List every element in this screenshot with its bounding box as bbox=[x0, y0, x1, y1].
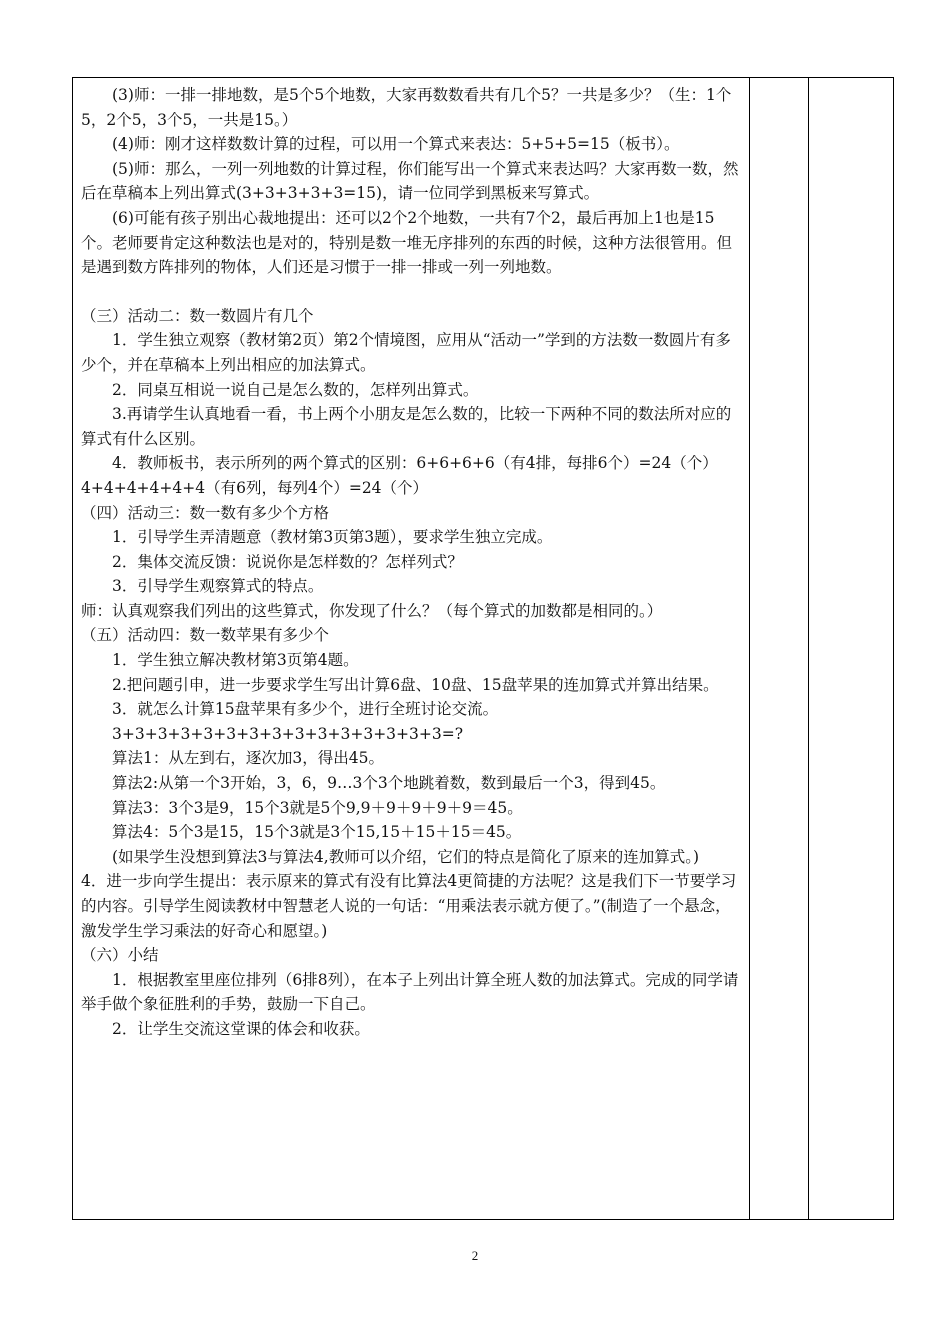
notes-column-2 bbox=[809, 78, 894, 1220]
paragraph: 2.把问题引申，进一步要求学生写出计算6盘、10盘、15盘苹果的连加算式并算出结果。 bbox=[112, 675, 719, 694]
paragraph: 算法1：从左到右，逐次加3，得出45。 bbox=[112, 749, 384, 768]
paragraph: 1．引导学生弄清题意（教材第3页第3题），要求学生独立完成。 bbox=[112, 528, 553, 547]
paragraph: 3．引导学生观察算式的特点。 bbox=[112, 577, 324, 596]
main-content-cell bbox=[73, 78, 750, 1220]
paragraph: 1．学生独立解决教材第3页第4题。 bbox=[112, 651, 359, 670]
paragraph: （三）活动二：数一数圆片有几个 bbox=[81, 306, 314, 325]
paragraph: 4．教师板书，表示所列的两个算式的区别：6+6+6+6（有4排，每排6个）=24（个）4+4+4+4+4+4（有6列，每列4个）=24（个） bbox=[81, 454, 718, 497]
blank-line bbox=[81, 280, 741, 304]
paragraph: 算法4：5个3是15，15个3就是3个15,15＋15＋15＝45。 bbox=[112, 823, 522, 842]
paragraph: (4)师：刚才这样数数计算的过程，可以用一个算式来表达：5+5+5=15（板书）。 bbox=[112, 135, 680, 154]
paragraph: 算法3：3个3是9，15个3就是5个9,9＋9＋9＋9＋9＝45。 bbox=[112, 798, 523, 817]
paragraph: (3)师：一排一排地数，是5个5个地数，大家再数数看共有几个5？一共是多少？（生：1个5，2个5，3个5，一共是15。） bbox=[81, 86, 732, 129]
table-row bbox=[73, 78, 894, 1220]
paragraph: 1．学生独立观察（教材第2页）第2个情境图，应用从“活动一”学到的方法数一数圆片有多少个，并在草稿本上列出相应的加法算式。 bbox=[81, 331, 731, 374]
paragraph: 3．就怎么计算15盘苹果有多少个，进行全班讨论交流。 bbox=[112, 700, 499, 719]
lesson-text bbox=[73, 78, 749, 1042]
paragraph: 2．集体交流反馈：说说你是怎样数的？怎样列式？ bbox=[112, 552, 463, 571]
notes-column-1 bbox=[750, 78, 809, 1220]
paragraph: （六）小结 bbox=[81, 946, 159, 965]
paragraph: (6)可能有孩子别出心裁地提出：还可以2个2个地数，一共有7个2，最后再加上1也是15个。老师要肯定这种数法也是对的，特别是数一堆无序排列的东西的时候，这种方法很管用。但是遇到数方阵排列的物体，人们还是习惯于一排一排或一列一列地数。 bbox=[81, 208, 733, 277]
paragraph: 3.再请学生认真地看一看，书上两个小朋友是怎么数的，比较一下两种不同的数法所对应的算式有什么区别。 bbox=[81, 405, 732, 448]
paragraph: 4．进一步向学生提出：表示原来的算式有没有比算法4更简捷的方法呢？这是我们下一节要学习的内容。引导学生阅读教材中智慧老人说的一句话：“用乘法表示就方便了。”(制造了一个悬念，激发学生学习乘法的好奇心和愿望。) bbox=[81, 872, 737, 940]
paragraph: 2．同桌互相说一说自己是怎么数的，怎样列出算式。 bbox=[112, 380, 479, 399]
paragraph: (5)师：那么，一列一列地数的计算过程，你们能写出一个算式来表达吗？大家再数一数，然后在草稿本上列出算式(3+3+3+3+3=15)，请一位同学到黑板来写算式。 bbox=[81, 159, 739, 203]
paragraph: (如果学生没想到算法3与算法4,教师可以介绍，它们的特点是简化了原来的连加算式。) bbox=[112, 847, 699, 866]
paragraph: 1．根据教室里座位排列（6排8列），在本子上列出计算全班人数的加法算式。完成的同学请举手做个象征胜利的手势，鼓励一下自己。 bbox=[81, 970, 739, 1014]
paragraph: 师：认真观察我们列出的这些算式，你发现了什么？（每个算式的加数都是相同的。） bbox=[81, 601, 663, 620]
page-number: 2 bbox=[471, 1248, 479, 1263]
lesson-plan-table bbox=[72, 77, 894, 1220]
paragraph: 2．让学生交流这堂课的体会和收获。 bbox=[112, 1019, 370, 1038]
paragraph: （五）活动四：数一数苹果有多少个 bbox=[81, 626, 330, 645]
paragraph: 3+3+3+3+3+3+3+3+3+3+3+3+3+3+3=? bbox=[112, 724, 464, 743]
paragraph: （四）活动三：数一数有多少个方格 bbox=[81, 503, 330, 522]
paragraph: 算法2:从第一个3开始，3，6，9…3个3个地跳着数，数到最后一个3，得到45。 bbox=[112, 774, 666, 793]
